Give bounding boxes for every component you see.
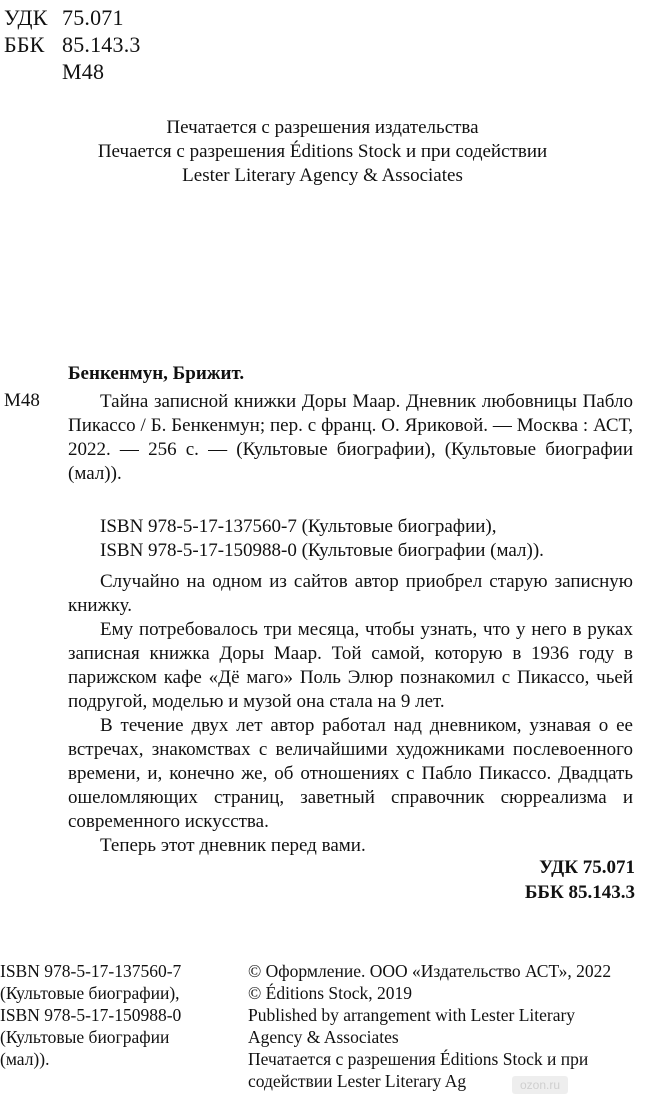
udc-footer-bbk: ББК 85.143.3 — [524, 882, 635, 903]
bottom-isbn-line: ISBN 978-5-17-137560-7 — [0, 961, 182, 981]
bottom-isbn-line: (Культовые биографии — [0, 1027, 170, 1047]
udc-footer — [525, 855, 635, 905]
bbk-label: ББК — [4, 32, 45, 57]
udk-value: 75.071 — [62, 5, 124, 30]
bib-author: Бенкенмун, Брижит. — [68, 363, 245, 384]
watermark: ozon.ru — [512, 1076, 568, 1094]
author-mark-row — [4, 58, 141, 85]
bbk-row — [4, 31, 141, 58]
permission-notice — [0, 116, 645, 188]
permission-line: Печатается с разрешения издательства — [166, 117, 479, 138]
copyright-line: Published by arrangement with Lester Literary — [248, 1005, 576, 1025]
copyright-line: © Оформление. ООО «Издательство АСТ», 2022 — [248, 961, 612, 981]
classification-codes — [4, 4, 141, 85]
bbk-value: 85.143.3 — [62, 32, 141, 57]
copyright-line: содействии Lester Literary Ag — [248, 1071, 467, 1091]
annotation-paragraph: Случайно на одном из сайтов автор приобрел старую записную книжку. — [68, 571, 633, 616]
annotation-paragraph: Ему потребовалось три месяца, чтобы узнать, что у него в руках записная книжка Доры Маар. Той самой, которую в 1936 году в парижском кафе «Дё маго» Поль Элюр познакомил с Пикассо, чьей подругой, моделью и музой она стала на 9 лет. — [68, 619, 633, 712]
author-mark: М48 — [62, 59, 105, 84]
bib-description: Тайна записной книжки Доры Маар. Дневник любовницы Пабло Пикассо / Б. Бенкенмун; пер. с франц. О. Яриковой. — Москва : АСТ, 2022. — 256 с. — (Культовые биографии), (Культовые биографии (мал)). — [68, 391, 633, 484]
udc-footer-udk: УДК 75.071 — [539, 857, 635, 878]
bottom-isbn-line: (мал)). — [0, 1049, 50, 1069]
copyright-line: © Éditions Stock, 2019 — [248, 983, 412, 1003]
udk-row — [4, 4, 141, 31]
isbn-line: ISBN 978-5-17-150988-0 (Культовые биографии (мал)). — [100, 540, 544, 561]
copyright-line: Печатается с разрешения Éditions Stock и при — [248, 1049, 589, 1069]
udk-label: УДК — [4, 5, 48, 30]
isbn-block — [100, 515, 544, 563]
annotation — [68, 570, 633, 858]
annotation-paragraph: В течение двух лет автор работал над дневником, узнавая о ее встречах, знакомствах с величайшими художниками послевоенного времени, и, конечно же, об отношениях с Пабло Пикассо. Двадцать ошеломляющих страниц, заветный справочник сюрреализма и современного искусства. — [68, 715, 633, 832]
copyright-block — [248, 960, 611, 1092]
annotation-paragraph: Теперь этот дневник перед вами. — [100, 835, 366, 856]
isbn-line: ISBN 978-5-17-137560-7 (Культовые биографии), — [100, 516, 497, 537]
copyright-line: Agency & Associates — [248, 1027, 399, 1047]
bib-mark: М48 — [4, 390, 40, 411]
bottom-isbn-line: ISBN 978-5-17-150988-0 — [0, 1005, 182, 1025]
permission-line: Lester Literary Agency & Associates — [182, 165, 463, 186]
bottom-isbn-line: (Культовые биографии), — [0, 983, 180, 1003]
bottom-isbn — [0, 960, 181, 1070]
permission-line: Печается с разрешения Éditions Stock и при содействии — [97, 141, 548, 162]
